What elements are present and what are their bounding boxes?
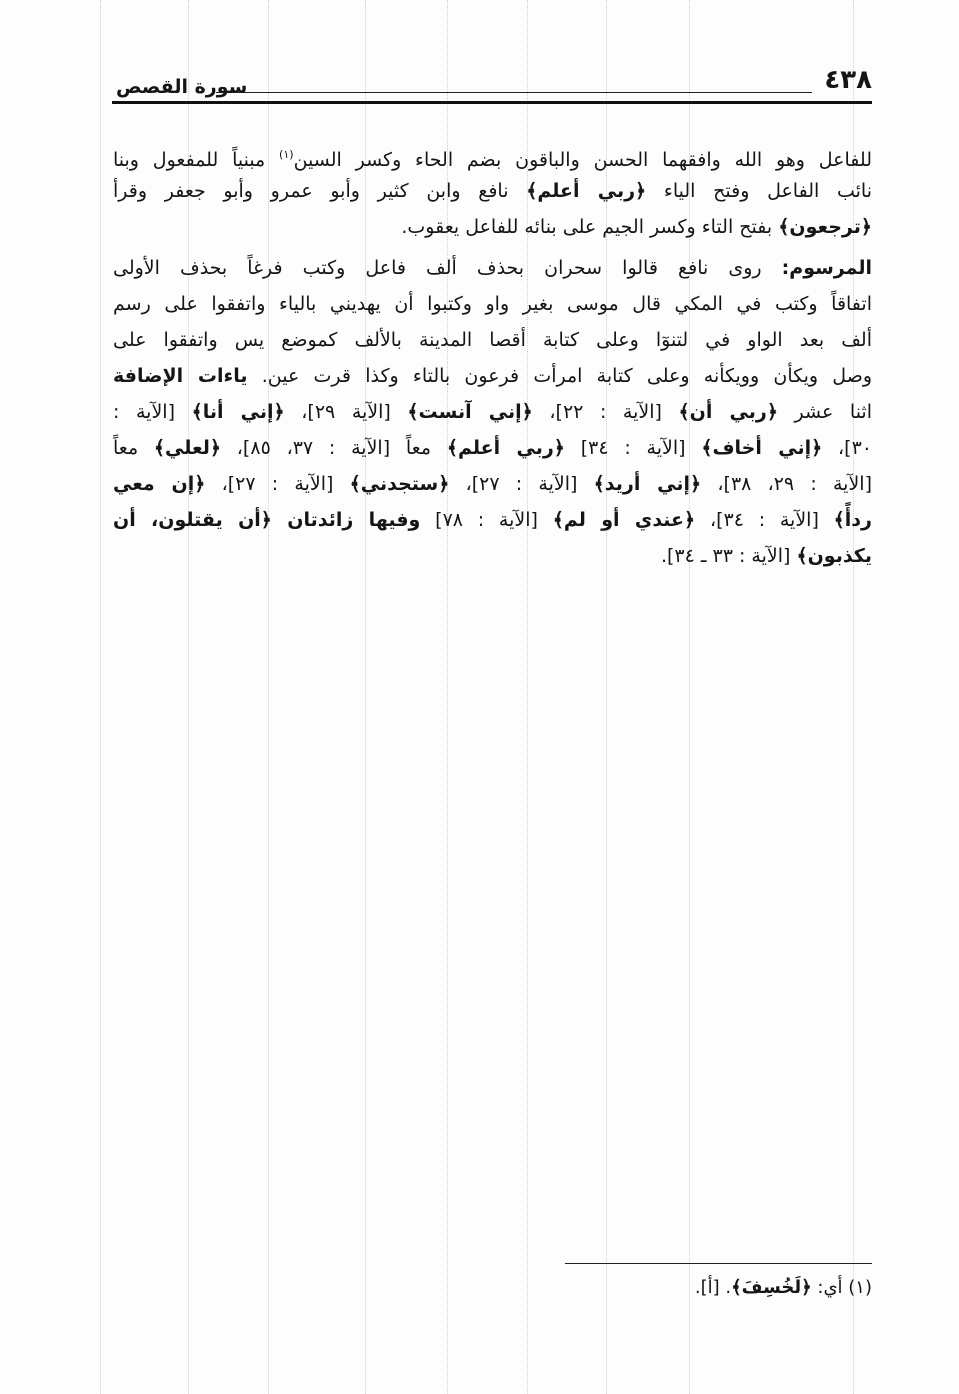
text-line bbox=[112, 209, 872, 245]
verse-reference: [الآية : ٣٤]، bbox=[695, 509, 834, 531]
section-heading: ياءات الإضافة bbox=[113, 365, 248, 387]
text-segment: وصل ويكأن وويكأنه وعلى كتابة امرأت فرعون بالتاء وكذا قرت عين. bbox=[247, 365, 872, 387]
header-rule bbox=[112, 101, 872, 104]
text-segment: نافع وابن كثير وأبو عمرو وأبو جعفر وقرأ bbox=[113, 180, 527, 202]
paragraph-marsoum bbox=[112, 250, 872, 574]
scan-guide-line bbox=[100, 0, 101, 1394]
footnote-rule bbox=[565, 1263, 872, 1264]
verse-reference: [الآية : ٢٧]، bbox=[449, 473, 594, 495]
footnote-text: (١) أي: bbox=[811, 1277, 872, 1298]
surah-title: سورة القصص bbox=[116, 76, 248, 98]
verse-reference: ٣٠]، bbox=[822, 437, 872, 459]
text-line bbox=[112, 322, 872, 358]
verse-reference: [الآية ٢٩]، bbox=[284, 401, 408, 423]
quran-quote: يكذبون﴾ bbox=[796, 545, 872, 567]
quran-quote: ﴿إني آنست﴾ bbox=[407, 401, 533, 423]
quran-quote: وفيها زائدتان ﴿أن يقتلون، أن bbox=[112, 509, 421, 531]
text-line bbox=[112, 394, 872, 430]
quran-quote: ﴿إني أخاف﴾ bbox=[701, 437, 823, 459]
quran-quote: ﴿ربي أن﴾ bbox=[678, 401, 778, 423]
text-line bbox=[112, 538, 872, 574]
quran-quote: ﴿إن معي bbox=[112, 473, 206, 495]
text-segment: معاً bbox=[112, 437, 154, 459]
text-segment: روى نافع قالوا سحران بحذف ألف فاعل وكتب فرغاً بحذف الأولى bbox=[113, 257, 782, 279]
text-line bbox=[112, 173, 872, 209]
footnote bbox=[695, 1272, 872, 1304]
quran-quote: ﴿لعلي﴾ bbox=[153, 437, 222, 459]
section-label: المرسوم: bbox=[781, 257, 872, 279]
quran-quote: ﴿ربي أعلم﴾ bbox=[526, 180, 647, 202]
text-line bbox=[112, 466, 872, 502]
text-line bbox=[112, 358, 872, 394]
paragraph-readings bbox=[112, 137, 872, 245]
verse-reference: [الآية : ٢٧]، bbox=[205, 473, 350, 495]
text-segment: نائب الفاعل وفتح الياء bbox=[646, 180, 872, 202]
text-segment: اثنا عشر bbox=[777, 401, 872, 423]
verse-reference: [الآية : bbox=[113, 401, 192, 423]
quran-quote: ﴿لَخُسِفَ﴾ bbox=[731, 1277, 812, 1298]
verse-reference: [الآية : ٣٣ ـ ٣٤]. bbox=[660, 545, 797, 567]
text-line bbox=[112, 430, 872, 466]
body-text bbox=[112, 137, 872, 574]
text-segment: مبنياً للمفعول وبنا bbox=[113, 149, 280, 171]
text-line bbox=[112, 286, 872, 322]
text-segment: بفتح التاء وكسر الجيم على بنائه للفاعل يعقوب. bbox=[401, 216, 779, 238]
text-line bbox=[112, 137, 872, 173]
footnote-text: . [أ]. bbox=[694, 1277, 732, 1298]
quran-quote: ﴿ترجعون﴾ bbox=[778, 216, 872, 238]
header-divider bbox=[216, 92, 812, 93]
text-segment: للفاعل وهو الله وافقهما الحسن والباقون بضم الحاء وكسر السين bbox=[293, 149, 872, 171]
footnote-marker: (١) bbox=[279, 148, 294, 161]
verse-reference: [الآية : ٢٢]، bbox=[532, 401, 679, 423]
page-number: ٤٣٨ bbox=[824, 65, 872, 95]
text-line bbox=[112, 250, 872, 286]
verse-reference: معاً [الآية : ٣٧، ٨٥]، bbox=[221, 437, 447, 459]
quran-quote: ردأً﴾ bbox=[833, 509, 872, 531]
verse-reference: [الآية : ٣٤] bbox=[564, 437, 702, 459]
text-segment: ألف بعد الواو في لتنوٓا وعلى كتابة أقصا المدينة بالألف كموضع يس واتفقوا على bbox=[113, 329, 872, 351]
verse-reference: [الآية : ٧٨] bbox=[420, 509, 553, 531]
verse-reference: [الآية : ٢٩، ٣٨]، bbox=[701, 473, 872, 495]
quran-quote: ﴿إني أنا﴾ bbox=[191, 401, 285, 423]
quran-quote: ﴿إني أريد﴾ bbox=[593, 473, 702, 495]
text-segment: اتفاقاً وكتب في المكي قال موسى بغير واو وكتبوا أن يهديني بالياء واتفقوا على رسم bbox=[113, 293, 872, 315]
quran-quote: ﴿عندي أو لم﴾ bbox=[552, 509, 696, 531]
text-line bbox=[112, 502, 872, 538]
quran-quote: ﴿ستجدني﴾ bbox=[349, 473, 450, 495]
quran-quote: ﴿ربي أعلم﴾ bbox=[446, 437, 565, 459]
